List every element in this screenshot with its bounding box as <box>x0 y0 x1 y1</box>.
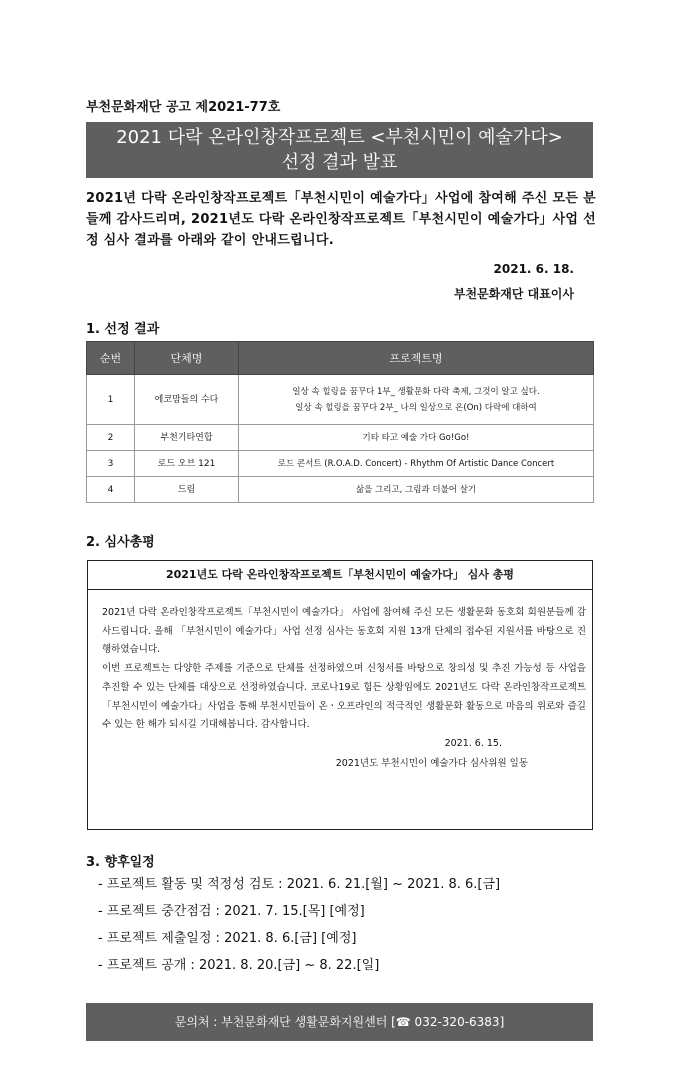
header-project: 프로젝트명 <box>239 342 594 375</box>
schedule-list <box>98 871 500 979</box>
review-box <box>87 560 593 830</box>
section-2-title: 2. 심사총평 <box>86 535 155 550</box>
review-body <box>88 590 592 735</box>
section-3-title: 3. 향후일정 <box>86 855 155 870</box>
contact-footer: 문의처 : 부천문화재단 생활문화지원센터 [☎ 032-320-6383] <box>86 1003 593 1041</box>
title-line-1: 2021 다락 온라인창작프로젝트 <부천시민이 예술가다> <box>116 127 563 148</box>
schedule-item: - 프로젝트 활동 및 적정성 검토 : 2021. 6. 21.[월] ~ 2021. 8. 6.[금] <box>98 877 501 892</box>
table-header-row <box>87 342 594 375</box>
title-banner <box>86 122 593 178</box>
row-project: 삶을 그리고, 그림과 더불어 살기 <box>239 477 594 503</box>
review-date: 2021. 6. 15. <box>444 737 502 749</box>
notice-number: 부천문화재단 공고 제2021-77호 <box>86 100 281 115</box>
row-group: 로드 오브 121 <box>135 451 239 477</box>
schedule-item: - 프로젝트 공개 : 2021. 8. 20.[금] ~ 8. 22.[일] <box>98 958 380 973</box>
schedule-item: - 프로젝트 중간점검 : 2021. 7. 15.[목] [예정] <box>98 904 365 919</box>
project-line: 일상 속 힐링을 꿈꾸다 1부_ 생활문화 다락 축제, 그것이 알고 싶다. <box>292 386 540 397</box>
intro-date: 2021. 6. 18. <box>493 262 574 276</box>
intro-signature: 부천문화재단 대표이사 <box>453 287 574 301</box>
row-group: 부천기타연합 <box>135 425 239 451</box>
table-row <box>87 425 594 451</box>
header-number: 순번 <box>87 342 135 375</box>
row-project <box>239 375 594 425</box>
header-group: 단체명 <box>135 342 239 375</box>
review-paragraph-1: 2021년 다락 온라인창작프로젝트「부천시민이 예술가다」 사업에 참여해 주신 모든 생활문화 동호회 회원분들께 감사드립니다. 올해 「부천시민이 예술가다」사업 선정 심사는 동호회 지원 13개 단체의 접수된 지원서를 바탕으로 진행하였습니다. <box>102 607 586 656</box>
review-paragraph-2: 이번 프로젝트는 다양한 주제를 기준으로 단체를 선정하였으며 신청서를 바탕으로 창의성 및 추진 가능성 등 사업을 추진할 수 있는 단체를 대상으로 선정하였습니다. 코로나19로 힘든 상황임에도 2021년도 다락 온라인창작프로젝트「부천시민이 예술가다」사업을 통해 부천시민들이 온ㆍ오프라인의 적극적인 생활문화 활동으로 마음의 위로와 즐길 수 있는 한 해가 되시길 기대해봅니다. 감사합니다. <box>102 663 586 731</box>
row-project: 로드 콘서트 (R.O.A.D. Concert) - Rhythm Of Artistic Dance Concert <box>239 451 594 477</box>
table-row <box>87 375 594 425</box>
row-number: 3 <box>87 451 135 477</box>
row-group: 에코맘들의 수다 <box>135 375 239 425</box>
review-signature: 2021년도 부천시민이 예술가다 심사위원 일동 <box>335 757 528 769</box>
project-line: 일상 속 힐링을 꿈꾸다 2부_ 나의 일상으로 온(On) 다락에 대하여 <box>295 402 537 413</box>
section-1-title: 1. 선정 결과 <box>86 322 160 337</box>
title-line-2: 선정 결과 발표 <box>281 152 398 173</box>
row-project: 기타 타고 예술 가다 Go!Go! <box>239 425 594 451</box>
selection-result-table <box>86 341 594 503</box>
schedule-item: - 프로젝트 제출일정 : 2021. 8. 6.[금] [예정] <box>98 931 357 946</box>
table-row <box>87 477 594 503</box>
review-box-title: 2021년도 다락 온라인창작프로젝트「부천시민이 예술가다」 심사 총평 <box>88 561 592 590</box>
table-row <box>87 451 594 477</box>
row-number: 2 <box>87 425 135 451</box>
row-number: 1 <box>87 375 135 425</box>
intro-paragraph: 2021년 다락 온라인창작프로젝트「부천시민이 예술가다」사업에 참여해 주신 모든 분들께 감사드리며, 2021년도 다락 온라인창작프로젝트「부천시민이 예술가다」사업 선정 심사 결과를 아래와 같이 안내드립니다. <box>86 191 596 248</box>
row-number: 4 <box>87 477 135 503</box>
row-group: 드림 <box>135 477 239 503</box>
